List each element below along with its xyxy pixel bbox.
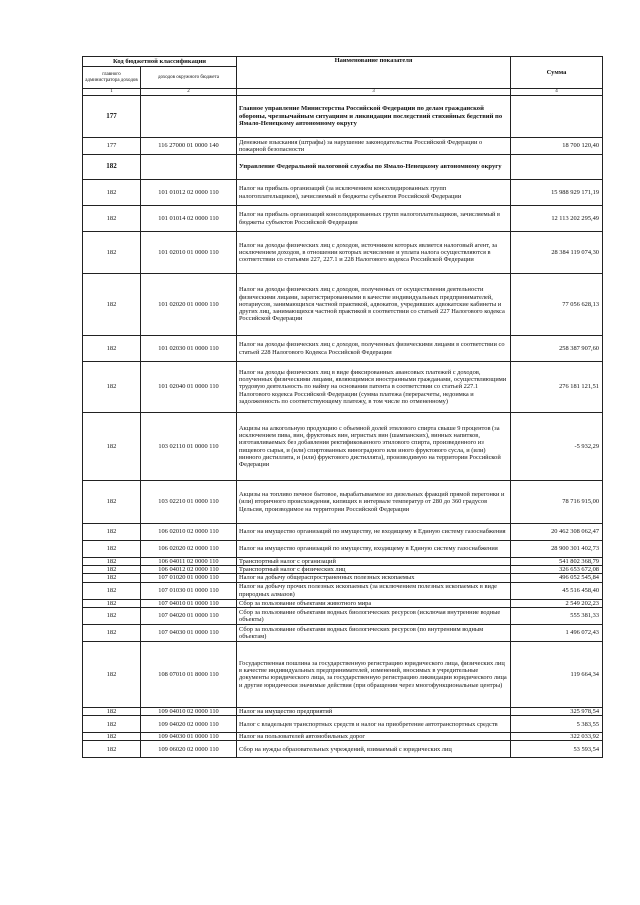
description-cell: Сбор за пользование объектами водных биологических ресурсов (по внутренним водным объектам) [237, 624, 511, 641]
budget-code-cell: 109 04020 02 0000 110 [141, 716, 237, 733]
table-row [83, 707, 603, 715]
description-cell: Сбор на нужды образовательных учреждений, взимаемый с юридических лиц [237, 741, 511, 758]
table-row [83, 599, 603, 607]
description-cell: Сбор за пользование объектами животного мира [237, 599, 511, 607]
table-row [83, 582, 603, 599]
section-row [83, 96, 603, 138]
budget-code-cell: 107 04020 01 0000 110 [141, 607, 237, 624]
table-row [83, 574, 603, 582]
admin-code-cell: 182 [83, 741, 141, 758]
amount-cell [511, 155, 603, 180]
amount-cell: 15 988 929 171,19 [511, 180, 603, 206]
description-cell: Акцизы на топливо печное бытовое, вырабатываемое из дизельных фракций прямой перегонки и (или) вторичного происхождения, кипящих в интервале температур от 280 до 360 градусов Цельсия, производимое на территории Российской Федерации [237, 481, 511, 524]
admin-code-cell: 182 [83, 716, 141, 733]
table-row [83, 232, 603, 274]
admin-code-cell: 182 [83, 362, 141, 413]
amount-cell: 1 496 072,43 [511, 624, 603, 641]
description-cell: Налог на пользователей автомобильных дорог [237, 733, 511, 741]
description-cell: Сбор за пользование объектами водных биологических ресурсов (исключая внутренние водные объекты) [237, 607, 511, 624]
admin-code-cell: 182 [83, 155, 141, 180]
amount-cell: 28 384 119 074,30 [511, 232, 603, 274]
admin-code-cell: 182 [83, 180, 141, 206]
amount-cell: 325 978,54 [511, 707, 603, 715]
amount-cell: 496 052 545,84 [511, 574, 603, 582]
admin-code-cell: 182 [83, 481, 141, 524]
amount-cell: 258 387 907,60 [511, 336, 603, 362]
amount-cell: 28 900 301 402,73 [511, 541, 603, 558]
admin-code-cell: 182 [83, 607, 141, 624]
table-row [83, 274, 603, 336]
description-cell: Налог на имущество организаций по имуществу, не входящему в Единую систему газоснабжения [237, 524, 511, 541]
table-row [83, 541, 603, 558]
amount-cell: 322 033,92 [511, 733, 603, 741]
admin-code-cell: 182 [83, 541, 141, 558]
budget-code-cell: 107 04030 01 0000 110 [141, 624, 237, 641]
amount-cell: 326 653 672,08 [511, 566, 603, 574]
budget-code-cell: 109 04030 01 0000 110 [141, 733, 237, 741]
amount-cell: 119 664,34 [511, 641, 603, 707]
budget-code-cell: 106 04011 02 0000 110 [141, 558, 237, 566]
budget-code-cell: 116 27000 01 0000 140 [141, 138, 237, 155]
amount-cell: 78 716 915,00 [511, 481, 603, 524]
description-cell: Налог на прибыль организаций (за исключением консолидированных групп налогоплательщиков), зачисляемый в бюджеты субъектов Российской Федерации [237, 180, 511, 206]
budget-code-cell: 109 06020 02 0000 110 [141, 741, 237, 758]
budget-code-cell: 101 02040 01 0000 110 [141, 362, 237, 413]
budget-code-cell: 109 04010 02 0000 110 [141, 707, 237, 715]
column-number-3: 3 [237, 89, 511, 96]
budget-code-cell [141, 155, 237, 180]
description-cell: Налог на доходы физических лиц в виде фиксированных авансовых платежей с доходов, полученных физическими лицами, являющимися иностранными гражданами, осуществляющими трудовую деятельность по найму на основании патента в соответствии со статьей 227.1 Налогового кодекса Российской Федерации (сумма платежа (перерасчеты, недоимка и задолженность по соответствующему платежу, в том числе по отмененному) [237, 362, 511, 413]
budget-code-cell: 107 04010 01 0000 110 [141, 599, 237, 607]
amount-cell: 77 056 628,13 [511, 274, 603, 336]
amount-cell: -5 932,29 [511, 413, 603, 481]
revenue-table [82, 56, 603, 758]
admin-code-cell: 182 [83, 624, 141, 641]
table-row [83, 524, 603, 541]
table-row [83, 180, 603, 206]
amount-cell: 276 181 121,51 [511, 362, 603, 413]
admin-code-cell: 182 [83, 707, 141, 715]
admin-code-cell: 182 [83, 574, 141, 582]
admin-code-cell: 182 [83, 599, 141, 607]
budget-code-cell: 106 04012 02 0000 110 [141, 566, 237, 574]
amount-cell: 53 593,54 [511, 741, 603, 758]
budget-code-cell: 101 02030 01 0000 110 [141, 336, 237, 362]
table-row [83, 481, 603, 524]
description-cell: Транспортный налог с организаций [237, 558, 511, 566]
amount-cell: 18 700 120,40 [511, 138, 603, 155]
sum-header: Сумма [511, 57, 603, 89]
budget-code-cell: 103 02210 01 0000 110 [141, 481, 237, 524]
amount-cell: 555 381,33 [511, 607, 603, 624]
amount-cell: 12 113 202 295,49 [511, 206, 603, 232]
description-cell: Акцизы на алкогольную продукцию с объемной долей этилового спирта свыше 9 процентов (за исключением пива, вин, фруктовых вин, игристых вин (шампанских), винных напитков, изготавливаемых без добавления ректификованного этилового спирта, произведенного из пищевого сырья, и (или) спиртованных виноградного или иного фруктового сусла, и (или) винного дистиллята, и (или) фруктового дистиллята), производимую на территории Российской Федерации [237, 413, 511, 481]
description-cell: Налог на доходы физических лиц с доходов, источником которых является налоговый агент, за исключением доходов, в отношении которых исчисление и уплата налога осуществляются в соответствии со статьями 227, 227.1 и 228 Налогового кодекса Российской Федерации [237, 232, 511, 274]
admin-code-cell: 182 [83, 336, 141, 362]
table-row [83, 733, 603, 741]
description-cell: Налог на доходы физических лиц с доходов, полученных физическими лицами в соответствии со статьей 228 Налогового Кодекса Российской Федерации [237, 336, 511, 362]
budget-code-cell: 101 01012 02 0000 110 [141, 180, 237, 206]
amount-cell: 541 802 368,79 [511, 558, 603, 566]
admin-code-cell: 182 [83, 232, 141, 274]
admin-code-cell: 177 [83, 138, 141, 155]
budget-code-cell: 106 02010 02 0000 110 [141, 524, 237, 541]
admin-code-cell: 182 [83, 558, 141, 566]
description-cell: Транспортный налог с физических лиц [237, 566, 511, 574]
budget-code-cell [141, 96, 237, 138]
admin-code-cell: 182 [83, 524, 141, 541]
description-cell: Налог на прибыль организаций консолидированных групп налогоплательщиков, зачисляемый в бюджеты субъектов Российской Федерации [237, 206, 511, 232]
admin-code-cell: 182 [83, 582, 141, 599]
admin-code-cell: 182 [83, 733, 141, 741]
table-row [83, 607, 603, 624]
admin-code-cell: 182 [83, 413, 141, 481]
description-cell: Налог на имущество организаций по имуществу, входящему в Единую систему газоснабжения [237, 541, 511, 558]
kbk-header: Код бюджетной классификации [83, 57, 237, 67]
description-cell: Налог на доходы физических лиц с доходов, полученных от осуществления деятельности физическими лицами, зарегистрированными в качестве индивидуальных предпринимателей, нотариусов, занимающихся частной практикой, адвокатов, учредивших адвокатские кабинеты и других лиц, занимающихся частной практикой в соответствии со статьей 227 Налогового кодекса Российской Федерации [237, 274, 511, 336]
admin-code-cell: 182 [83, 566, 141, 574]
table-row [83, 558, 603, 566]
name-header: Наименование показателя [237, 57, 511, 89]
table-row [83, 138, 603, 155]
description-cell: Налог на добычу прочих полезных ископаемых (за исключением полезных ископаемых в виде природных алмазов) [237, 582, 511, 599]
revenue-table-sheet [82, 56, 602, 758]
admin-code-header: главного администратора доходов [83, 67, 141, 89]
amount-cell: 20 462 308 062,47 [511, 524, 603, 541]
budget-code-cell: 101 02020 01 0000 110 [141, 274, 237, 336]
okrug-code-header: доходов окружного бюджета [141, 67, 237, 89]
admin-code-cell: 182 [83, 641, 141, 707]
description-cell: Налог с владельцев транспортных средств и налог на приобретение автотранспортных средств [237, 716, 511, 733]
budget-code-cell: 101 02010 01 0000 110 [141, 232, 237, 274]
table-row [83, 741, 603, 758]
description-cell: Управление Федеральной налоговой службы по Ямало-Ненецкому автономному округу [237, 155, 511, 180]
table-row [83, 624, 603, 641]
table-row [83, 566, 603, 574]
amount-cell [511, 96, 603, 138]
table-row [83, 641, 603, 707]
budget-code-cell: 106 02020 02 0000 110 [141, 541, 237, 558]
admin-code-cell: 177 [83, 96, 141, 138]
amount-cell: 5 383,55 [511, 716, 603, 733]
amount-cell: 2 549 202,23 [511, 599, 603, 607]
budget-code-cell: 101 01014 02 0000 110 [141, 206, 237, 232]
table-row [83, 716, 603, 733]
description-cell: Государственная пошлина за государственную регистрацию юридического лица, физических лиц в качестве индивидуальных предпринимателей, изменений, вносимых в учредительные документы юридического лица, за государственную регистрацию ликвидации юридического лица и другие юридически значимые действия (при обращении через многофункциональные центры) [237, 641, 511, 707]
table-row [83, 206, 603, 232]
table-row [83, 336, 603, 362]
column-number-2: 2 [141, 89, 237, 96]
admin-code-cell: 182 [83, 274, 141, 336]
table-row [83, 362, 603, 413]
budget-code-cell: 108 07010 01 8000 110 [141, 641, 237, 707]
description-cell: Налог на добычу общераспространенных полезных ископаемых [237, 574, 511, 582]
table-body [83, 96, 603, 758]
column-number-4: 4 [511, 89, 603, 96]
section-row [83, 155, 603, 180]
description-cell: Главное управление Министерства Российской Федерации по делам гражданской обороны, чрезвычайным ситуациям и ликвидации последствий стихийных бедствий по Ямало-Ненецкому автономному округу [237, 96, 511, 138]
budget-code-cell: 107 01020 01 0000 110 [141, 574, 237, 582]
description-cell: Налог на имущество предприятий [237, 707, 511, 715]
budget-code-cell: 103 02110 01 0000 110 [141, 413, 237, 481]
amount-cell: 45 516 458,40 [511, 582, 603, 599]
table-row [83, 413, 603, 481]
budget-code-cell: 107 01030 01 0000 110 [141, 582, 237, 599]
column-number-1: 1 [83, 89, 141, 96]
description-cell: Денежные взыскания (штрафы) за нарушение законодательства Российской Федерации о пожарной безопасности [237, 138, 511, 155]
admin-code-cell: 182 [83, 206, 141, 232]
